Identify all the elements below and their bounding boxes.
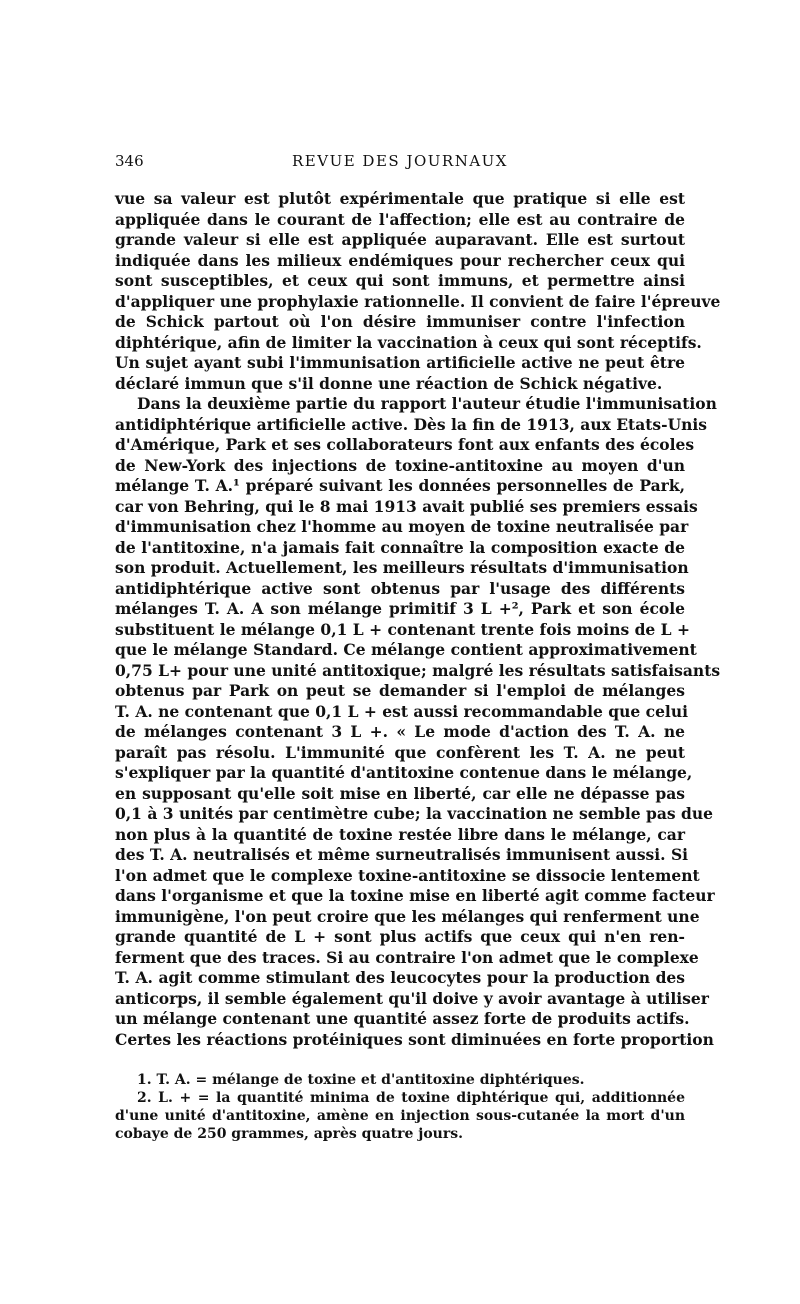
body-line: d'appliquer une prophylaxie rationnelle. Il convient de faire l'épreuve xyxy=(115,291,721,311)
body-line: mélanges T. A. A son mélange primitif 3 L +², Park et son école xyxy=(115,599,685,618)
page-number: 346 xyxy=(115,152,144,170)
body-line: T. A. agit comme stimulant des leucocytes pour la production des xyxy=(115,968,685,987)
body-line: vue sa valeur est plutôt expérimentale que pratique si elle est xyxy=(115,189,685,208)
body-line: s'expliquer par la quantité d'antitoxine contenue dans le mélange, xyxy=(115,763,693,782)
body-line: car von Behring, qui le 8 mai 1913 avait publié ses premiers essais xyxy=(115,496,698,516)
body-line: paraît pas résolu. L'immunité que confèrent les T. A. ne peut xyxy=(115,742,685,762)
body-line: substituent le mélange 0,1 L + contenant trente fois moins de L + xyxy=(115,619,690,639)
footnote-line: cobaye de 250 grammes, après quatre jours. xyxy=(115,1126,463,1142)
body-line: l'on admet que le complexe toxine-antitoxine se dissocie lentement xyxy=(115,865,700,885)
body-line: T. A. ne contenant que 0,1 L + est aussi recommandable que celui xyxy=(115,701,688,721)
body-line: de Schick partout où l'on désire immuniser contre l'infection xyxy=(115,312,685,331)
body-line: antidiphtérique artificielle active. Dès la fin de 1913, aux Etats-Unis xyxy=(115,414,707,434)
body-line: des T. A. neutralisés et même surneutralisés immunisent aussi. Si xyxy=(115,845,689,864)
body-line: de New-York des injections de toxine-antitoxine au moyen d'un xyxy=(115,455,685,475)
body-line: obtenus par Park on peut se demander si l'emploi de mélanges xyxy=(115,681,685,700)
page-header xyxy=(115,152,685,176)
body-line: son produit. Actuellement, les meilleurs résultats d'immunisation xyxy=(115,558,689,577)
body-line: ferment que des traces. Si au contraire l'on admet que le complexe xyxy=(115,947,699,967)
body-line: de mélanges contenant 3 L +. « Le mode d'action des T. A. ne xyxy=(115,722,685,741)
footnote-line: 2. L. + = la quantité minima de toxine diphtérique qui, additionnée xyxy=(137,1090,685,1106)
body-line: d'Amérique, Park et ses collaborateurs font aux enfants des écoles xyxy=(115,435,695,454)
body-line: 0,1 à 3 unités par centimètre cube; la vaccination ne semble pas due xyxy=(115,804,713,823)
body-line: antidiphtérique active sont obtenus par l'usage des différents xyxy=(115,578,685,598)
body-line: 0,75 L+ pour une unité antitoxique; malgré les résultats satisfaisants xyxy=(115,660,721,680)
body-line: Certes les réactions protéiniques sont diminuées en forte proportion xyxy=(115,1029,714,1049)
body-line: appliquée dans le courant de l'affection; elle est au contraire de xyxy=(115,209,685,229)
footnote-line: 1. T. A. = mélange de toxine et d'antitoxine diphtériques. xyxy=(137,1072,585,1088)
running-title: REVUE DES JOURNAUX xyxy=(292,152,508,170)
footnotes xyxy=(115,1071,685,1143)
body-line: en supposant qu'elle soit mise en liberté, car elle ne dépasse pas xyxy=(115,783,685,803)
body-line: indiquée dans les milieux endémiques pour rechercher ceux qui xyxy=(115,250,685,270)
body-line: de l'antitoxine, n'a jamais fait connaître la composition exacte de xyxy=(115,537,685,557)
body-line: déclaré immun que s'il donne une réaction de Schick négative. xyxy=(115,373,663,393)
body-line: dans l'organisme et que la toxine mise en liberté agit comme facteur xyxy=(115,886,715,905)
body-line: Un sujet ayant subi l'immunisation artificielle active ne peut être xyxy=(115,353,685,372)
body-line: Dans la deuxième partie du rapport l'auteur étudie l'immunisation xyxy=(137,394,717,413)
body-line: grande quantité de L + sont plus actifs que ceux qui n'en ren- xyxy=(115,927,685,946)
body-line: diphtérique, afin de limiter la vaccination à ceux qui sont réceptifs. xyxy=(115,332,702,352)
footnote-line: d'une unité d'antitoxine, amène en injection sous-cutanée la mort d'un xyxy=(115,1108,685,1124)
body-line: que le mélange Standard. Ce mélange contient approximativement xyxy=(115,640,697,659)
article-body xyxy=(115,189,721,1050)
body-line: anticorps, il semble également qu'il doive y avoir avantage à utiliser xyxy=(115,988,709,1008)
body-line: mélange T. A.¹ préparé suivant les données personnelles de Park, xyxy=(115,476,685,495)
body-line: non plus à la quantité de toxine restée libre dans le mélange, car xyxy=(115,824,685,844)
body-line: grande valeur si elle est appliquée auparavant. Elle est surtout xyxy=(115,230,685,249)
body-line: sont susceptibles, et ceux qui sont immuns, et permettre ainsi xyxy=(115,271,685,290)
body-line: un mélange contenant une quantité assez forte de produits actifs. xyxy=(115,1009,690,1028)
body-line: d'immunisation chez l'homme au moyen de toxine neutralisée par xyxy=(115,517,689,536)
body-line: immunigène, l'on peut croire que les mélanges qui renferment une xyxy=(115,906,700,926)
